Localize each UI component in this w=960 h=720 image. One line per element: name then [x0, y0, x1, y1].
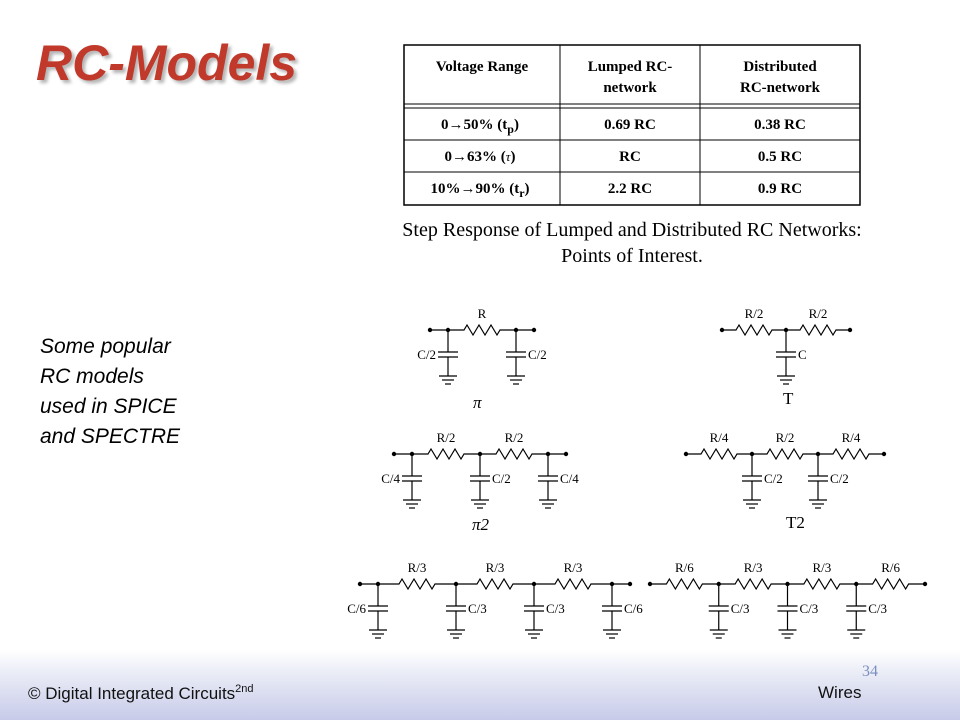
capacitor-label: C/2	[764, 471, 783, 486]
table-caption: Step Response of Lumped and Distributed RC Networks:	[402, 219, 862, 241]
node-dot	[428, 328, 432, 332]
table-cell: 0.38 RC	[754, 117, 806, 133]
caption-line: Some popular	[40, 335, 171, 358]
resistor-label: R/3	[485, 560, 505, 575]
resistor	[412, 449, 480, 459]
capacitor-label: C/6	[347, 601, 366, 616]
capacitor-label: C/6	[624, 601, 643, 616]
node-dot	[358, 582, 362, 586]
table-cell-range: 0→63% (τ)	[444, 149, 516, 165]
node-dot	[532, 328, 536, 332]
table-header: Voltage Range	[435, 59, 529, 75]
caption	[40, 332, 180, 452]
resistor	[378, 579, 456, 589]
circuit-label: π	[473, 393, 482, 412]
figure-image	[297, 0, 960, 670]
resistor	[534, 579, 612, 589]
resistor-label: R/2	[808, 306, 828, 321]
resistor-label: R/6	[881, 560, 901, 575]
resistor	[856, 579, 925, 589]
capacitor-label: C/3	[799, 601, 819, 616]
table-header: network	[603, 80, 657, 96]
table-cell-range: 10%→90% $(t_r)$	[430, 181, 530, 200]
footer-copyright: © Digital Integrated Circuits$^{2nd}$	[28, 683, 254, 703]
t-network	[720, 306, 852, 408]
resistor	[722, 325, 786, 335]
resistor	[456, 579, 534, 589]
pi-network	[417, 306, 547, 412]
resistor-label: R/3	[812, 560, 832, 575]
resistor	[719, 579, 788, 589]
table-cell: RC	[619, 149, 641, 165]
capacitor-label: C/2	[492, 471, 511, 486]
page-number: 34	[862, 663, 878, 680]
resistor	[788, 579, 857, 589]
circuit-label: T	[783, 389, 794, 408]
capacitor-label: C/4	[560, 471, 579, 486]
resistor-label: R/4	[709, 430, 729, 445]
table-cell: 0.69 RC	[604, 117, 656, 133]
resistor-label: R/6	[674, 560, 694, 575]
resistor-label: R/4	[841, 430, 861, 445]
node-dot	[628, 582, 632, 586]
table-cell: 0.9 RC	[757, 181, 803, 197]
slide-title: RC-Models	[36, 35, 298, 91]
capacitor-label: C/2	[417, 347, 436, 362]
resistor-label: R/3	[743, 560, 763, 575]
resistor-label: R/2	[775, 430, 795, 445]
table-caption: Points of Interest.	[561, 245, 703, 267]
caption-line: and SPECTRE	[40, 425, 181, 448]
resistor	[818, 449, 884, 459]
circuit-label: π2	[472, 515, 490, 534]
resistor-label: R/2	[744, 306, 764, 321]
table-header: RC-network	[740, 80, 820, 96]
pi-network	[381, 430, 579, 534]
t-network	[684, 430, 886, 532]
resistor-label: R	[477, 306, 487, 321]
capacitor-label: C/4	[381, 471, 400, 486]
resistor	[448, 325, 516, 335]
table-cell-range: 0→50% $(t_p)$	[441, 117, 519, 136]
resistor	[480, 449, 548, 459]
capacitor-label: C/3	[868, 601, 888, 616]
capacitor-label: C/3	[468, 601, 487, 616]
capacitor-label: C/2	[830, 471, 849, 486]
resistor-label: R/2	[436, 430, 456, 445]
resistor	[650, 579, 719, 589]
footer-section: Wires	[818, 683, 862, 702]
capacitor-label: C/3	[546, 601, 565, 616]
resistor	[686, 449, 752, 459]
resistor-label: R/2	[504, 430, 524, 445]
resistor	[752, 449, 818, 459]
capacitor-label: C/3	[730, 601, 750, 616]
capacitor-label: C	[798, 347, 807, 362]
resistor	[786, 325, 850, 335]
resistor-label: R/3	[407, 560, 427, 575]
rc-circuits	[347, 306, 927, 666]
circuit-label: T2	[786, 513, 805, 532]
table-cell: 2.2 RC	[607, 181, 653, 197]
node-dot	[392, 452, 396, 456]
table-header: Lumped RC-	[587, 59, 673, 75]
caption-line: used in SPICE	[40, 395, 177, 418]
node-dot	[564, 452, 568, 456]
capacitor-label: C/2	[528, 347, 547, 362]
table-cell: 0.5 RC	[757, 149, 803, 165]
resistor-label: R/3	[563, 560, 583, 575]
table-header: Distributed	[743, 59, 817, 75]
caption-line: RC models	[40, 365, 144, 388]
